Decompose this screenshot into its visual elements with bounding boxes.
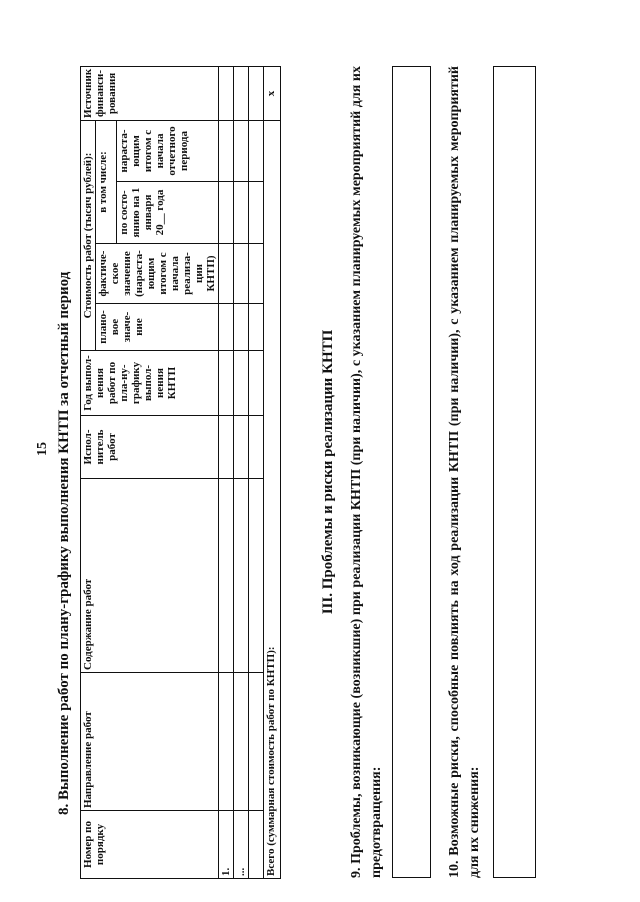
row-number-cell	[249, 811, 264, 879]
section-3-heading: III. Проблемы и риски реализации КНТП	[320, 329, 336, 615]
row-number-cell: ...	[234, 811, 249, 879]
table-row	[219, 66, 234, 878]
header-as-of-jan: по состо-янию на 1 января 20__ года	[116, 182, 219, 244]
item-10-text: 10. Возможные риски, способные повлиять на ход реализации КНТП (при наличии), с указанием планируемых мероприятий для их снижения:	[447, 66, 482, 878]
total-label: Всего (суммарная стоимость работ по КНТП):	[264, 120, 281, 878]
page-number: 15	[35, 442, 50, 456]
item-10-answer-box	[493, 66, 536, 878]
table-row	[249, 66, 264, 878]
section-8-heading: 8. Выполнение работ по плану-графику выполнения КНТП за отчетный период	[56, 271, 72, 815]
total-mark: х	[264, 66, 281, 120]
header-planned: плано-вое значе-ние	[96, 304, 219, 351]
header-direction: Направление работ	[81, 673, 219, 811]
header-source: Источник финанси-рования	[81, 66, 219, 120]
header-executor: Испол-нитель работ	[81, 416, 219, 479]
table-total-row	[264, 66, 281, 878]
header-actual: фактиче-ское значение (нараста-ющим итогом с начала реализа-ции КНТП)	[96, 244, 219, 304]
work-plan-table	[80, 66, 281, 879]
table-row	[234, 66, 249, 878]
item-9-text: 9. Проблемы, возникающие (возникшие) при реализации КНТП (при наличии), с указанием планируемых мероприятий для их предотвращения:	[349, 66, 384, 878]
header-number: Номер по порядку	[81, 811, 219, 879]
header-cost-group: Стоимость работ (тысяч рублей):	[81, 120, 96, 350]
row-number-cell: 1.	[219, 811, 234, 879]
header-period-cumulative: нараста-ющим итогом с начала отчетного периода	[116, 120, 219, 181]
header-content: Содержание работ	[81, 479, 219, 673]
item-9-answer-box	[392, 66, 431, 878]
header-year: Год выпол-нения работ по пла-ну-графику выпол-нения КНТП	[81, 351, 219, 416]
header-including: в том числе:	[96, 120, 117, 243]
